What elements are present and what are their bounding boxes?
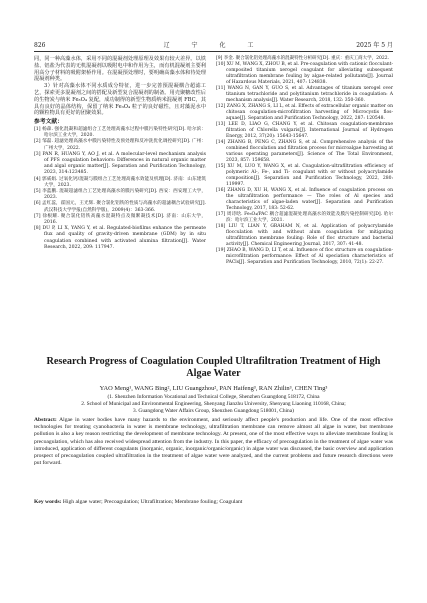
issue-date: 2025 年 5 月: [356, 42, 393, 49]
keywords-label: Key words:: [34, 499, 62, 505]
right-column: [216, 56, 393, 266]
reference-item: [13] LEE D, LIAO G, CHANG Y, et al. Chitosan coagulation-membrane filtration of Chlorella vulgaris[J]. International Journal of Hydrogen Energy, 2012, 37(20): 15643-15647.: [216, 122, 393, 139]
english-abstract: [34, 417, 393, 467]
affiliation-line: 2. School of Municipal and Environmental Engineering, Shenyang Jianzhu University, Shenyang Liaoning 110168, China;: [81, 400, 346, 407]
journal-name: 辽 宁 化 工: [163, 42, 264, 49]
left-column: [34, 56, 206, 251]
reference-item: [15] XU M, LUO Y, WANG X, et al. Coagulation-ultrafiltration efficiency of polymeric Al-, Fe-, and Ti- coagulant with or without polyacrylamide composition[J]. Separation and Purification Technology, 2022, 280: 119997.: [216, 164, 393, 187]
keywords-text: High algae water; Precoagulation; Ultrafiltration; Membrane fouling; Coagulant: [62, 499, 243, 505]
body-paragraph: 同，同一种高藻水体，采用不同的混凝剂处理原理及效果有较大差异。以铁盐、铝盐为代表的无机混凝剂以吸附电中和作用为主，而有机混凝剂主要利用高分子材料的吸附架桥作用。在混凝预处理时，要明确高藻水体和待处理混凝剂种类。: [34, 56, 206, 83]
reference-item: [11] WANG N, GAN Y, GUO S, et al. Advantages of titanium xerogel over titanium tetrachloride and polytitanium tetrachloride in coagulation: A mechanism analysis[J]. Water Research, 2018, 132: 350-360.: [216, 86, 393, 103]
reference-item: [10] XU M, WANG X, ZHOU B, et al. Pre-coagulation with cationic flocculant-composited titanium xerogel coagulant for alleviating subsequent ultrafiltration membrane fouling by algae-related pollutants[J]. Journal of Hazardous Materials, 2021, 407: 124838.: [216, 62, 393, 85]
affiliation-line: 3. Guangdong Water Affairs Group, Shenzhen Guangdong 518001, China): [133, 407, 294, 414]
body-paragraph: 3）针对高藻水体不同水质成分特征，进一步完善预混凝耦合超滤工艺，探索更多混凝剂之间的搭配及新型复合混凝剂的制备。用壳聚糖改性后的生物炭与纳米 Fe₃O₄ 复配，成功制得的新型生物质纳米混凝剂 FBC，其具有良好的晶体结构，保留了纳米 Fe₃O₄ 粒子的良好磁性，且对藻泥水中的颗粒物具有更好的团聚效果。: [34, 83, 206, 117]
reference-item: [2] 邹磊. 超滤处理高藻水中膜污染特性及预处理和反冲洗优化调控研究[D]. 广州：广州大学，2022.: [34, 139, 206, 151]
reference-item: [18] LIU T, LIAN Y, GRAHAM N, et al. Application of polyacrylamide flocculation with and without alum coagulation for mitigating ultrafiltration membrane fouling: Role of floc structure and bacterial activity[J]. Chemical Engineering Journal, 2017, 307: 41-48.: [216, 224, 393, 247]
running-header: [34, 41, 393, 52]
reference-item: [1] 杨森. 强化混凝和超滤组合工艺处理高藻水过程中膜污染特性研究[D]. 哈尔滨：哈尔滨工业大学，2020.: [34, 126, 206, 139]
reference-item: [9] 李金. 聚合氯化铝处理高藻水的混凝特性分析研究[D]. 重庆：重庆工商大学，2022.: [216, 56, 390, 61]
reference-item: [14] ZHANG B, PENG C, ZHANG S, et al. Comprehensive analysis of the combined flocculation and filtration process for microalgae harvesting at various operating parameters[J]. Science of The Total Environment, 2023, 857: 159658.: [216, 140, 393, 163]
affiliation-line: (1. Shenzhen Information Vocational and Technical College, Shenzhen Guangdong 518172, China: [107, 394, 320, 400]
reference-item: [4] 郭威娟. 过氧化钙/混凝与膜组合工艺处理高藻水效能及机理[D]. 济南：山东建筑大学，2023.: [34, 176, 206, 188]
reference-item: [19] ZHAO B, WANG D, LI T, et al. Influence of floc structure on coagulation-microfiltration performance: Effect of Al speciation characteristics of PACls[J]. Separation and Purification Technology, 2010, 72(1): 22-27.: [216, 248, 393, 265]
reference-item: [8] DU P, LI X, YANG Y, et al. Regulated-biofilms enhance the permeate flux and quality of gravity-driven membrane (GDM) by in situ coagulation combined with activated alumina filtration[J]. Water Research, 2022, 209: 117947.: [34, 226, 206, 250]
english-keywords: [34, 499, 393, 506]
reference-item: [3] PAN R, HUANG Y, AO J, et al. A molecular-level mechanism analysis of PFS coagulation behaviors: Differences in natural organic matter and algal organic matter[J]. Separation and Purification Technology, 2023, 314:123485.: [34, 151, 206, 176]
reference-item: [17] 周诗晗. Fe₃O₄/PAC 耦合超滤混凝处理高藻水的效能及膜污染控制研究[D]. 哈尔滨：哈尔滨工业大学，2021.: [216, 212, 393, 223]
reference-item: [5] 李蓝鹏. 混凝超滤组合工艺处理高藻水的膜污染研究[D]. 西安：西安理工大学，2023.: [34, 189, 206, 201]
reference-item: [7] 徐根耀. 聚合氯化铝铁高藻水混凝特点及微絮凝技术[D]. 济南：山东大学，2016.: [34, 213, 206, 226]
reference-item: [12] ZANG X, ZHANG S, LI L, et al. Effects of extracellular organic matter on chitosan coagulation-microfiltration harvesting of Microcystis flos-aquae[J]. Separation and Purification Technology, 2022, 287: 120548.: [216, 104, 393, 121]
abstract-label: Abstract:: [34, 417, 57, 423]
english-title: Research Progress of Coagulation Coupled Ultrafiltration Treatment of High Algae Water: [46, 356, 381, 379]
reference-item: [6] 孟红蕊，霍国元，王光辉. 聚合氯化铝铁的性质与高藻水的超滤耦合试验研究[J]. 武汉科技大学学报(自然科学版)，2009(4)：363-366.: [34, 201, 206, 213]
abstract-text: Algae in water bodies have many hazards to the environment, and seriously affect people's production and life. One of the most effective technologies for treating cyanobacteria in water is membrane technology, ultrafiltration membrane can remove almost all algae in water, but membrane pollution is also a key reason restricting the development of membrane technology. At present, one of the most effective ways to alleviate membrane fouling is precoagulation, which has also received widespread attention from the industry. In this paper, the efficacy of precoagulation in the treatment of algae water was introduced, application of different coagulants (inorganic, organic, inorganic/organic/organic) in algae water was discussed, the basic overview and application prospect of precoagulation coupled ultrafiltration in the treatment of algae water were analyzed, and the current problems and future research directions were put forward.: [34, 417, 393, 467]
english-authors: YAO Meng¹, WANG Bing², LIU Guangzhou², PAN Haifeng³, RAN Zhilin³, CHEN Ting³: [99, 385, 328, 392]
english-affiliations: [34, 394, 393, 414]
references-heading: 参考文献：: [34, 119, 63, 126]
reference-item: [16] ZHANG D, XU H, WANG X, et al. Influence of coagulation process on the ultrafiltration performance — The roles of Al species and characteristics of algae-laden water[J]. Separation and Purification Technology, 2017, 183: 52-62.: [216, 188, 393, 211]
page-number: 826: [34, 42, 46, 49]
